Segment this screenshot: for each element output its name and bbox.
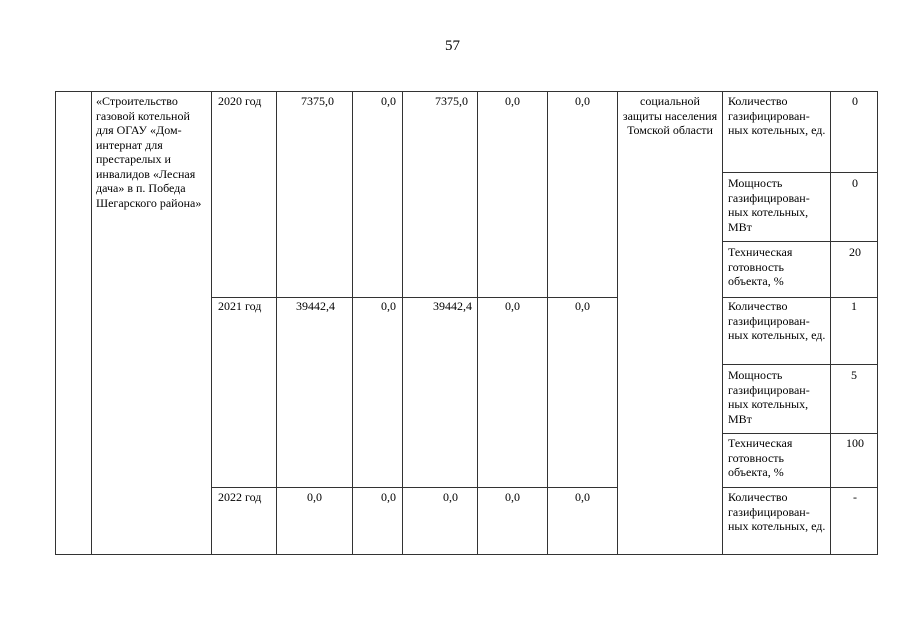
indicator-value: 1: [851, 299, 857, 313]
executor: социальной защиты населения Томской области: [622, 94, 718, 137]
page-number: 57: [445, 38, 460, 54]
year-label: 2020 год: [218, 94, 262, 108]
col-border: [91, 91, 92, 555]
value-cell: 7375,0: [435, 94, 468, 108]
table-bottom-border: [55, 554, 878, 555]
indicator-name: Мощность газифицирован-ных котельных, МВт: [728, 368, 810, 426]
value-cell: 0,0: [381, 94, 396, 108]
row-divider-2022: [211, 487, 617, 488]
value-cell: 0,0: [575, 94, 590, 108]
indicator-value: 100: [846, 436, 864, 450]
value-cell: 0,0: [505, 490, 520, 504]
indicator-name: Техническая готовность объекта, %: [728, 245, 793, 288]
value-cell: 39442,4: [296, 299, 335, 313]
indicator-divider: [722, 297, 878, 298]
value-cell: 7375,0: [301, 94, 334, 108]
project-name: «Строительство газовой котельной для ОГАУ «Дом-интернат для престарелых и инвалидов «Лесная дача» в п. Победа Шегарского района»: [96, 94, 202, 210]
col-border: [830, 91, 831, 555]
indicator-divider: [722, 364, 878, 365]
indicator-name: Техническая готовность объекта, %: [728, 436, 793, 479]
col-border: [211, 91, 212, 555]
indicator-value: 20: [849, 245, 861, 259]
indicator-divider: [722, 172, 878, 173]
col-border: [722, 91, 723, 555]
row-divider-2021: [211, 297, 617, 298]
value-cell: 0,0: [505, 94, 520, 108]
indicator-value: 5: [851, 368, 857, 382]
year-label: 2021 год: [218, 299, 262, 313]
value-cell: 0,0: [307, 490, 322, 504]
indicator-divider: [722, 433, 878, 434]
value-cell: 0,0: [575, 490, 590, 504]
table-top-border: [55, 91, 878, 92]
indicator-divider: [722, 241, 878, 242]
col-border: [877, 91, 878, 555]
value-cell: 0,0: [575, 299, 590, 313]
indicator-name: Количество газифицирован-ных котельных, ед.: [728, 94, 826, 137]
col-border: [55, 91, 56, 555]
col-border: [477, 91, 478, 555]
col-border: [547, 91, 548, 555]
indicator-name: Количество газифицирован-ных котельных, ед.: [728, 299, 826, 342]
value-cell: 0,0: [505, 299, 520, 313]
year-label: 2022 год: [218, 490, 262, 504]
col-border: [276, 91, 277, 555]
indicator-value: -: [853, 490, 857, 504]
value-cell: 39442,4: [433, 299, 472, 313]
indicator-value: 0: [852, 94, 858, 108]
col-border: [402, 91, 403, 555]
indicator-name: Количество газифицирован-ных котельных, ед.: [728, 490, 826, 533]
indicator-name: Мощность газифицирован-ных котельных, МВт: [728, 176, 810, 234]
col-border: [352, 91, 353, 555]
indicator-value: 0: [852, 176, 858, 190]
value-cell: 0,0: [381, 490, 396, 504]
indicator-divider: [722, 487, 878, 488]
value-cell: 0,0: [381, 299, 396, 313]
value-cell: 0,0: [443, 490, 458, 504]
col-border: [617, 91, 618, 555]
